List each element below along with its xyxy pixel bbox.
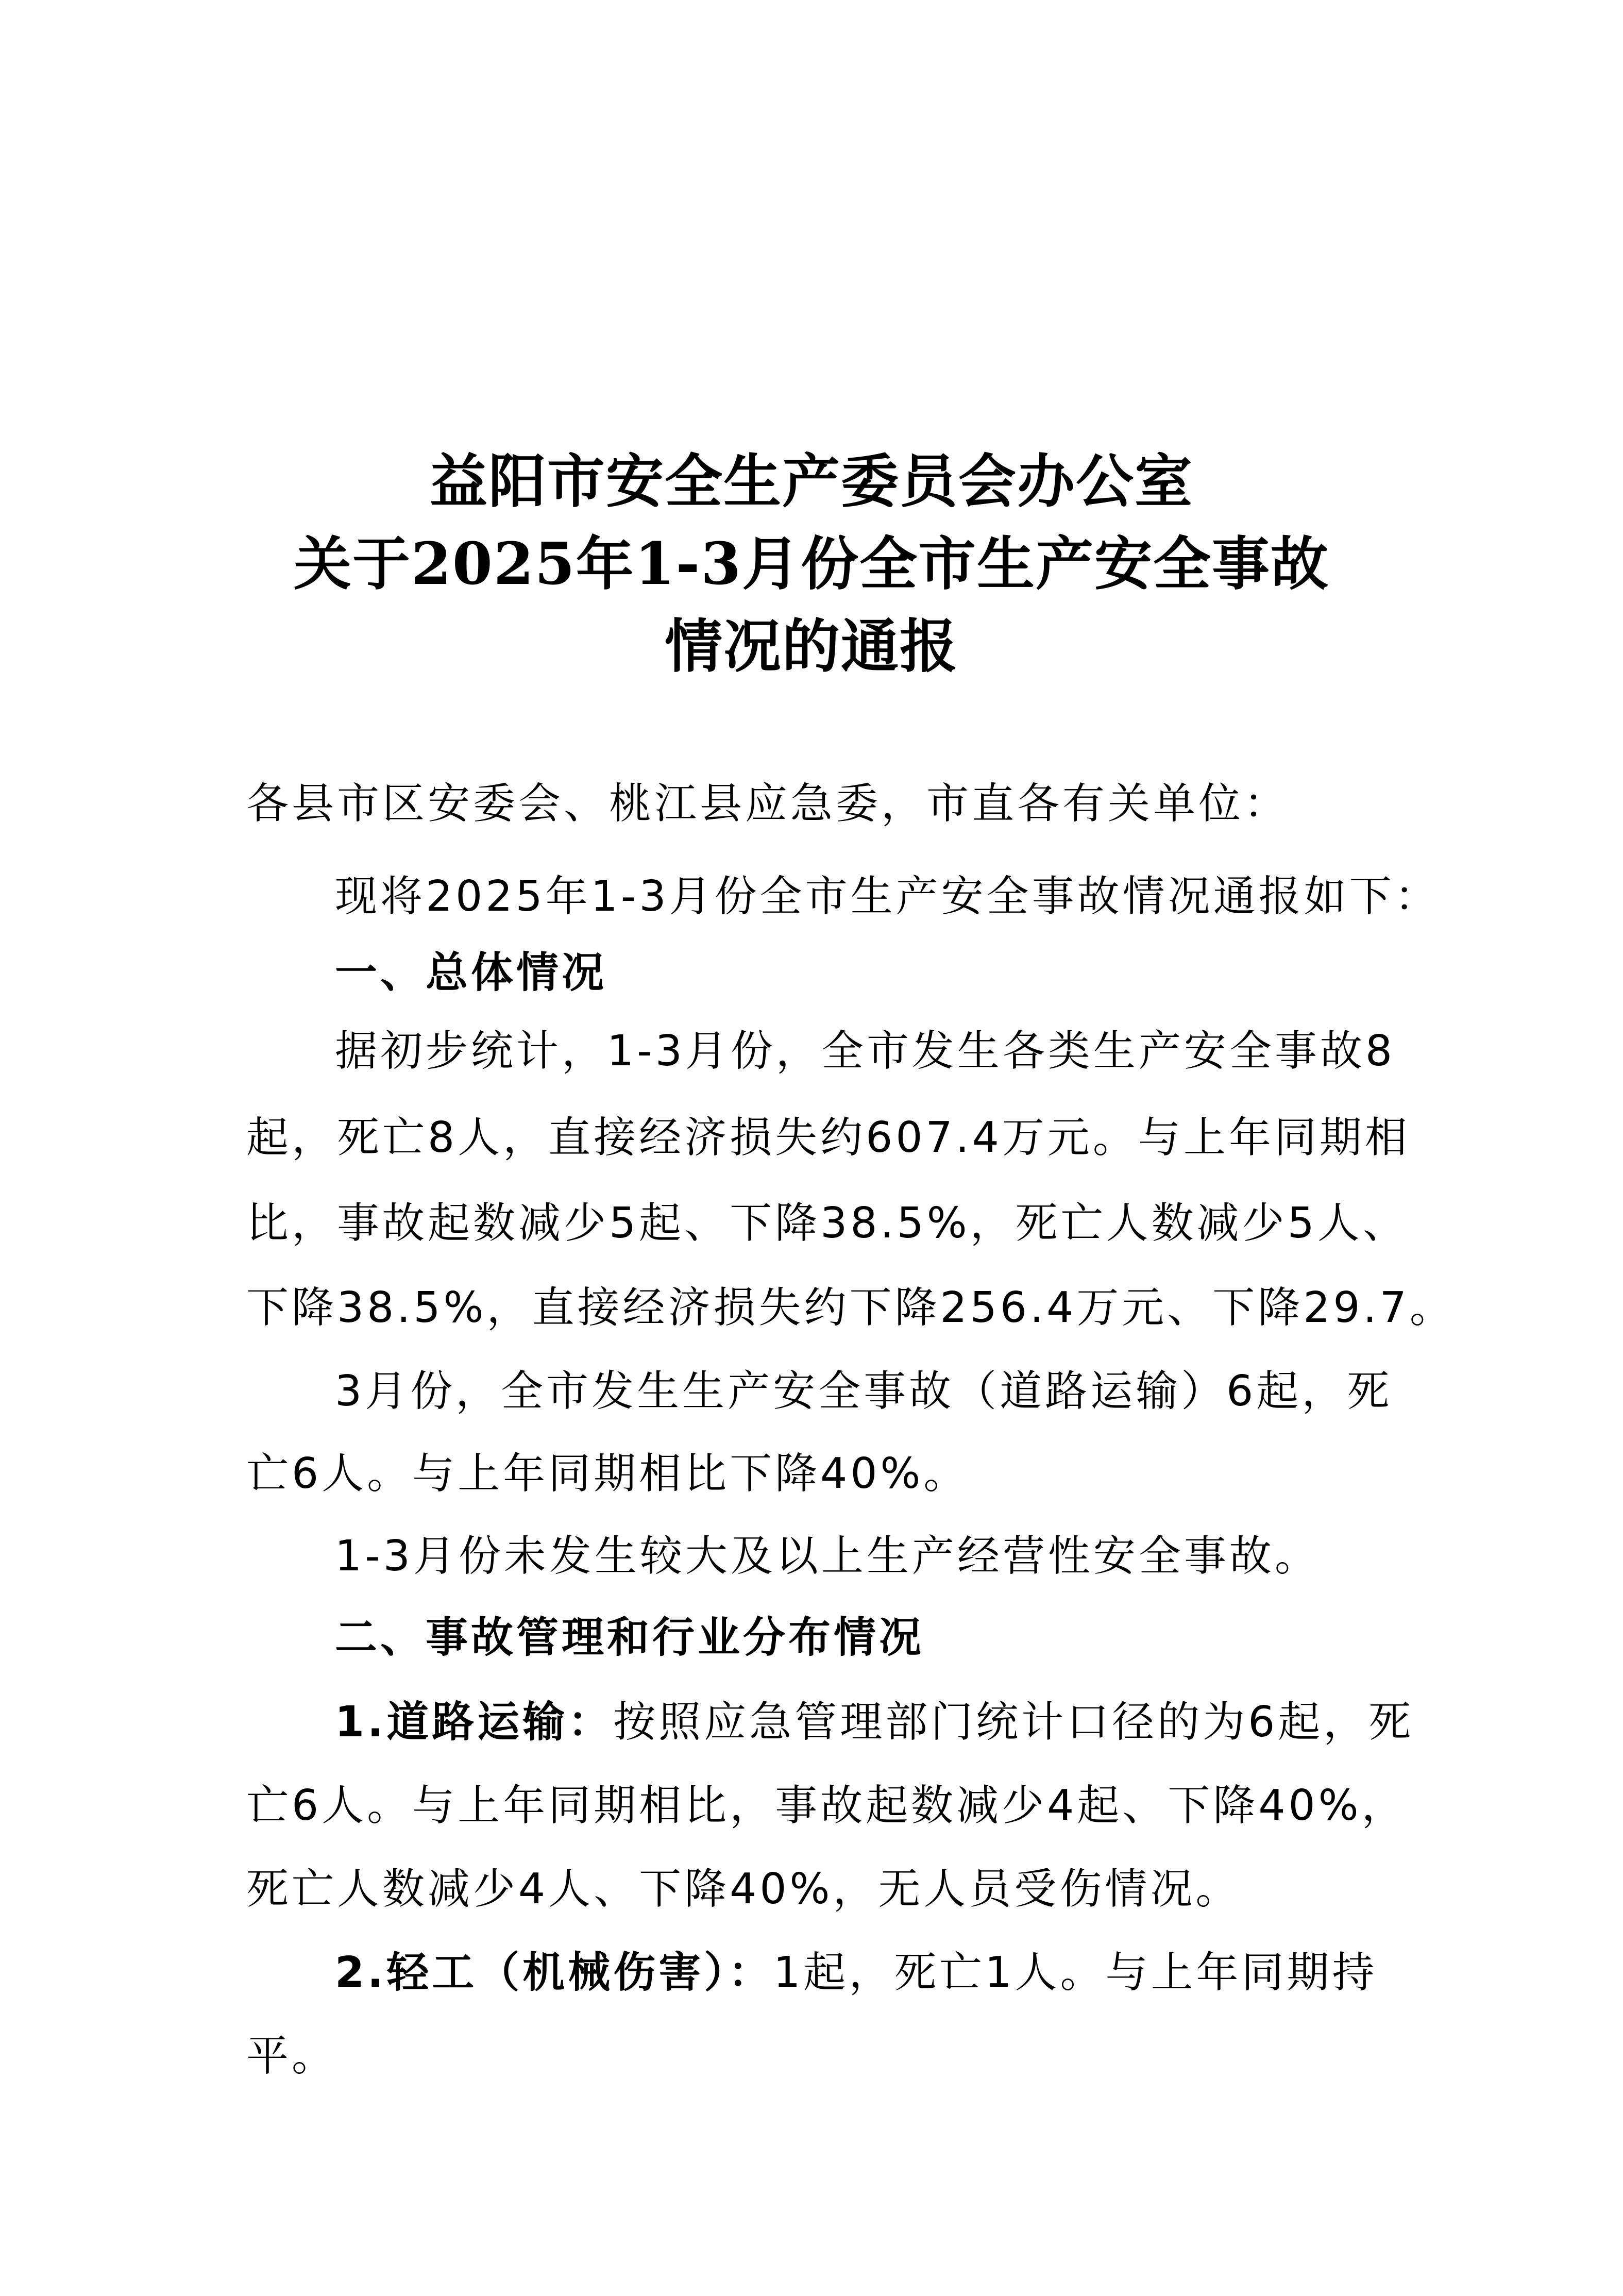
item-1-text: 按照应急管理部门统计口径的为6起，死 <box>613 1698 1414 1747</box>
para-1-line-2: 起，死亡8人，直接经济损失约607.4万元。与上年同期相 <box>246 1113 1410 1162</box>
title-line-3: 情况的通报 <box>665 613 958 680</box>
para-2-line-2: 亡6人。与上年同期相比下降40%。 <box>246 1449 969 1498</box>
title-line-2: 关于2025年1-3月份全市生产安全事故 <box>293 530 1330 598</box>
intro-paragraph: 现将2025年1-3月份全市生产安全事故情况通报如下： <box>335 872 1440 921</box>
item-2-text: 1起，死亡1人。与上年同期持 <box>773 1948 1378 1997</box>
para-1-line-4: 下降38.5%，直接经济损失约下降256.4万元、下降29.7。 <box>246 1283 1455 1332</box>
para-3: 1-3月份未发生较大及以上生产经营性安全事故。 <box>335 1532 1320 1581</box>
section-1-heading: 一、总体情况 <box>335 948 607 997</box>
para-1-line-1: 据初步统计，1-3月份，全市发生各类生产安全事故8 <box>335 1027 1396 1076</box>
item-2-label: 2.轻工（机械伤害）： <box>335 1948 774 1997</box>
title-line-1: 益阳市安全生产委员会办公室 <box>430 448 1193 515</box>
item-1-line-2: 亡6人。与上年同期相比，事故起数减少4起、下降40%， <box>246 1781 1407 1830</box>
para-2-line-1: 3月份，全市发生生产安全事故（道路运输）6起，死 <box>335 1367 1393 1416</box>
addressee: 各县市区安委会、桃江县应急委，市直各有关单位： <box>246 779 1290 828</box>
item-1-line-1 <box>335 1691 1468 1753</box>
item-1-label: 1.道路运输： <box>335 1698 614 1747</box>
item-2-line-1 <box>335 1942 1468 2004</box>
item-1-line-3: 死亡人数减少4人、下降40%，无人员受伤情况。 <box>246 1865 1241 1914</box>
para-1-line-3: 比，事故起数减少5起、下降38.5%，死亡人数减少5人、 <box>246 1199 1408 1248</box>
section-2-heading: 二、事故管理和行业分布情况 <box>335 1613 925 1662</box>
item-2-line-2: 平。 <box>246 2032 337 2081</box>
